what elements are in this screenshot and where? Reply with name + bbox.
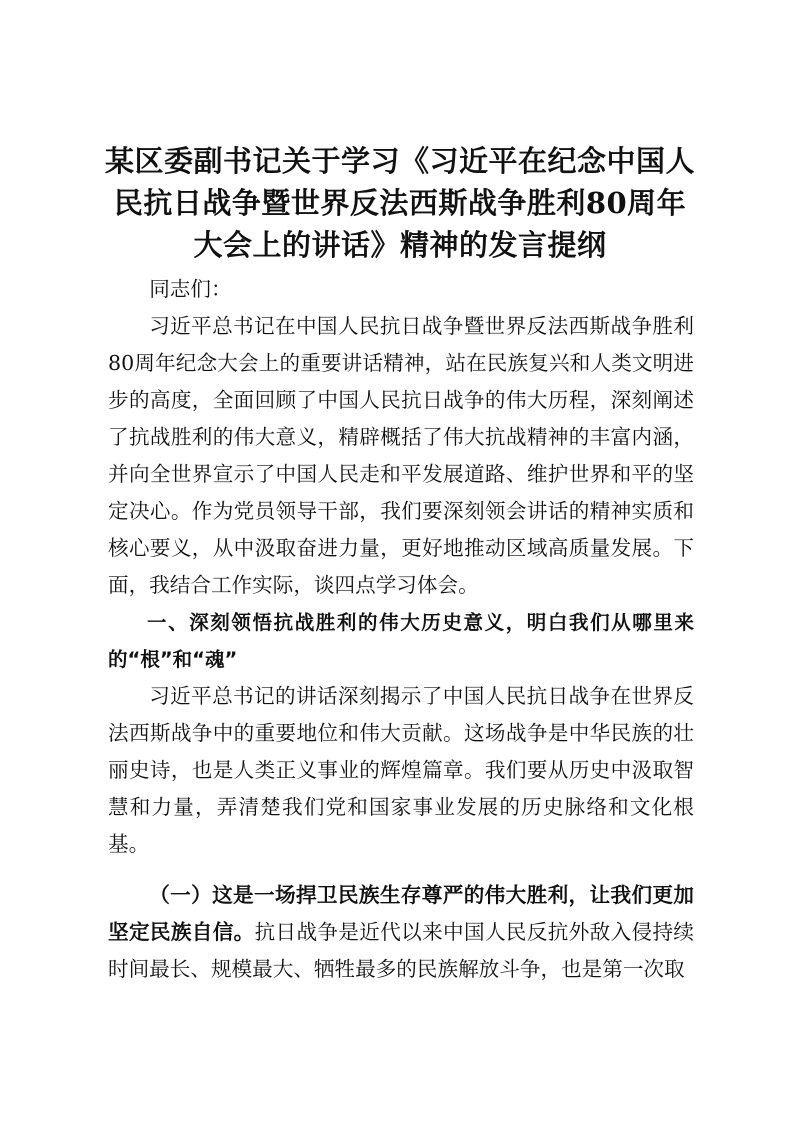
document-title: 某区委副书记关于学习《习近平在纪念中国人民抗日战争暨世界反法西斯战争胜利80周年大会上的讲话》精神的发言提纲 — [104, 144, 695, 262]
subsection-1-heading: （一）这是一场捍卫民族生存尊严的伟大胜利，让我们更加坚定民族自信。 — [108, 883, 694, 944]
subsection-1-text: 抗日战争是近代以来中国人民反抗外敌入侵持续时间最长、规模最大、牺牲最多的民族解放斗争，也是第一次取 — [108, 920, 695, 981]
section-heading-1: 一、深刻领悟抗战胜利的伟大历史意义，明白我们从哪里来的“根”和“魂” — [108, 611, 694, 671]
salutation: 同志们： — [149, 277, 232, 301]
intro-paragraph: 习近平总书记在中国人民抗日战争暨世界反法西斯战争胜利80周年纪念大会上的重要讲话精神，站在民族复兴和人类文明进步的高度，全面回顾了中国人民抗日战争的伟大历程，深刻阐述了抗战胜利的伟大意义，精辟概括了伟大抗战精神的丰富内涵，并向全世界宣示了中国人民走和平发展道路、维护世界和平的坚定决心。作为党员领导干部，我们要深刻领会讲话的精神实质和核心要义，从中汲取奋进力量，更好地推动区域高质量发展。下面，我结合工作实际，谈四点学习体会。 — [108, 314, 694, 597]
section-1-paragraph: 习近平总书记的讲话深刻揭示了中国人民抗日战争在世界反法西斯战争中的重要地位和伟大贡献。这场战争是中华民族的壮丽史诗，也是人类正义事业的辉煌篇章。我们要从历史中汲取智慧和力量，弄清楚我们党和国家事业发展的历史脉络和文化根基。 — [108, 684, 694, 856]
document-body — [108, 271, 694, 988]
subsection-1-paragraph — [108, 877, 694, 988]
